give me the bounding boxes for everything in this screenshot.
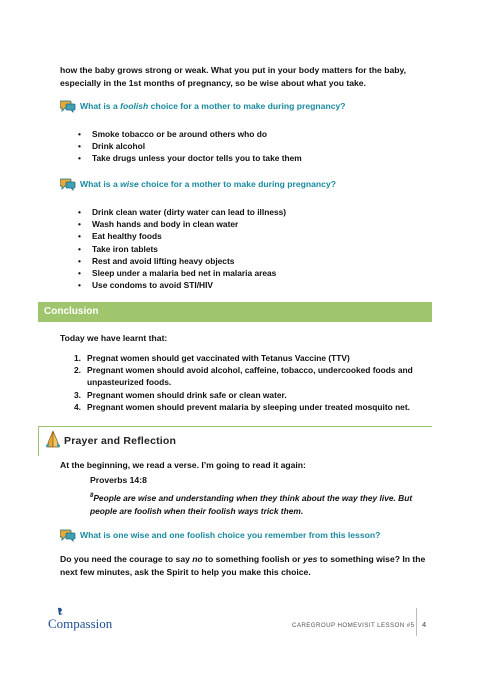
footer-divider <box>416 608 417 636</box>
wise-question <box>60 177 336 191</box>
list-item: • Take iron tablets <box>78 243 286 255</box>
list-item: • Drink alcohol <box>78 140 302 152</box>
list-item: • Take drugs unless your doctor tells you to take them <box>78 152 302 164</box>
compassion-logo <box>48 606 138 632</box>
wise-question-text: What is a wise choice for a mother to make during pregnancy? <box>80 179 336 189</box>
list-item: • Use condoms to avoid STI/HIV <box>78 279 286 291</box>
conclusion-lead: Today we have learnt that: <box>60 333 168 343</box>
list-item: • Rest and avoid lifting heavy objects <box>78 255 286 267</box>
point-number: 3. <box>74 389 81 400</box>
foolish-question <box>60 99 346 113</box>
conclusion-heading: Conclusion <box>44 306 99 317</box>
point-text: Pregnant women should drink safe or clean water. <box>87 389 287 400</box>
verse-reference: Proverbs 14:8 <box>90 475 147 485</box>
verse-number: 8 <box>90 493 94 499</box>
prayer-section-top-rule <box>38 426 432 427</box>
reflection-question <box>60 528 380 542</box>
conclusion-point <box>74 352 430 364</box>
point-text: Pregnant women should prevent malaria by sleeping under treated mosquito net. <box>87 401 410 412</box>
list-item: • Smoke tobacco or be around others who do <box>78 128 302 140</box>
list-item: • Wash hands and body in clean water <box>78 218 286 230</box>
speech-bubbles-icon <box>60 99 76 113</box>
reflection-question-text: What is one wise and one foolish choice you remember from this lesson? <box>80 530 381 540</box>
prayer-heading: Prayer and Reflection <box>64 435 177 447</box>
conclusion-points-list <box>74 352 430 413</box>
point-text: Pregnant women should avoid alcohol, caffeine, tobacco, undercooked foods and unpasteurized foods. <box>87 365 413 388</box>
list-item: • Eat healthy foods <box>78 230 286 242</box>
prayer-beginning: At the beginning, we read a verse. I’m going to read it again: <box>60 460 306 470</box>
verse-text: $^8$People are wise and understanding when they think about the way they live. But people are foolish when their foolish ways trick them. <box>90 492 413 516</box>
page-number: 4 <box>422 620 427 629</box>
conclusion-point <box>74 364 430 388</box>
speech-bubbles-icon <box>60 177 76 191</box>
point-number: 4. <box>74 401 81 412</box>
foolish-choices-list <box>78 128 302 165</box>
point-text: Pregnat women should get vaccinated with Tetanus Vaccine (TTV) <box>87 353 350 363</box>
intro-paragraph: how the baby grows strong or weak. What you put in your body matters for the baby, especially in the 1st months of pregnancy, so be wise about what you take. <box>60 65 407 88</box>
svg-text:Compassion: Compassion <box>48 616 113 631</box>
prayer-section-left-rule <box>38 426 39 456</box>
wise-choices-list <box>78 206 286 291</box>
list-item: • Drink clean water (dirty water can lead to illness) <box>78 206 286 218</box>
point-number: 2. <box>74 365 81 376</box>
list-item: • Sleep under a malaria bed net in malaria areas <box>78 267 286 279</box>
conclusion-header-bar <box>38 302 432 322</box>
speech-bubbles-icon <box>60 528 76 542</box>
conclusion-point <box>74 389 430 401</box>
foolish-question-text: What is a foolish choice for a mother to make during pregnancy? <box>80 101 346 111</box>
praying-hands-icon <box>44 430 62 448</box>
footer-label: CAREGROUP HOMEVISIT LESSON #5 <box>292 622 415 629</box>
conclusion-point <box>74 401 430 413</box>
point-number: 1. <box>74 353 81 363</box>
closing-paragraph: Do you need the courage to say no to something foolish or yes to something wise? In the next few minutes, ask the Spirit to help you make this choice. <box>60 554 426 577</box>
